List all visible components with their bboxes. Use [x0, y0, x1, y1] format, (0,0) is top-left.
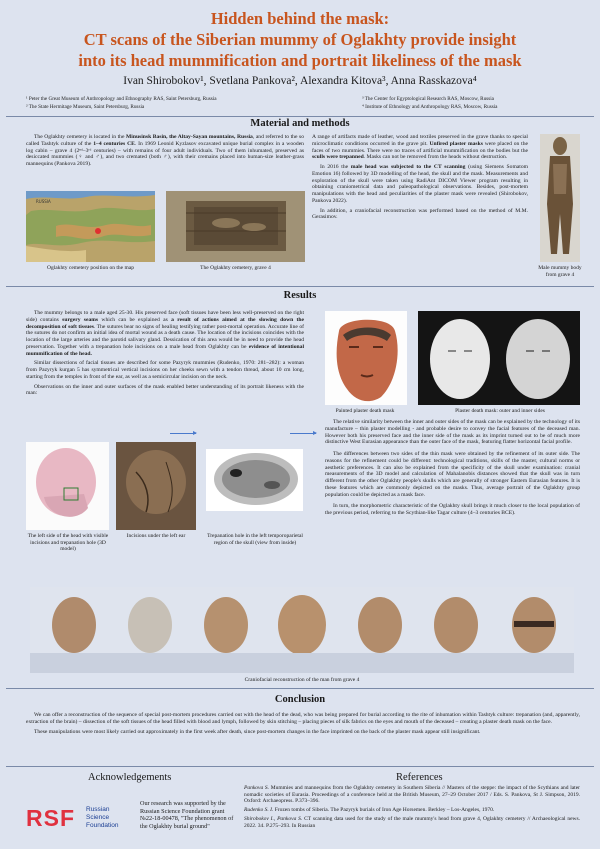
arrow	[170, 433, 196, 434]
affiliation-4: ⁴ Institute of Ethnology and Anthropology RAS, Moscow, Russia	[362, 104, 498, 110]
rsf-logo	[26, 804, 138, 832]
incision-photo	[116, 442, 196, 530]
heading-conclusion: Conclusion	[274, 694, 326, 705]
affiliation-1: ¹ Peter the Great Museum of Anthropology and Ethnography RAS, Saint Petersburg, Russia	[26, 96, 217, 102]
heading-results: Results	[283, 290, 317, 301]
rsf-logo-text-3: Foundation	[86, 822, 119, 829]
caption-mask-sides: Plaster death mask: outer and inner sides	[455, 408, 545, 414]
heading-references: References	[396, 772, 443, 783]
results-left-text: The mummy belongs to a male aged 25-30. His preserved face (soft tissues have been less well-preserved on the right side) contains surgery seams which can be explained as a result of actions aimed at the slowing down the decomposition of soft tissues. The sutures bear no signs of healing testifying rather post-mortal operation. Accurate line of the sutures do not confirm an initial idea of mortal wound as a death cause. The location of the incisions coincides with the location of the large arteries and the parotid salivary gland. Dessication of this area would be in need to provide the head preservation. Together with a trepanation hole incisions on a male head from Oglakhty can be evidence of intentional mummification of the head. Similar dissections of facial tissues are described for some Pazyryk mummies (Rudenko, 1970: 281–282): a woman from Pazyryk kurgan 5 has symmetrical vertical incisions on her cheeks sewn with a tendon thread, about 10 cm long, starting from the temples in front of the ear, as well as a semicircular incision on the neck. Observations on the inner and outer surfaces of the mask enabled better understanding of its portrait likeness with the man:	[26, 310, 305, 397]
caption-head: The left side of the head with visible incisions and trepanation hole (3D model)	[27, 533, 109, 553]
svg-text:RUSSIA: RUSSIA	[36, 199, 51, 204]
caption-painted-mask: Painted plaster death mask	[335, 408, 395, 414]
affiliation-3: ³ The Center for Egyptological Research RAS, Moscow, Russia	[362, 96, 494, 102]
heading-acknowledgements: Acknowledgements	[88, 772, 172, 783]
rsf-logo-text-1: Russian	[86, 806, 110, 813]
mummy-photo	[540, 134, 580, 262]
skull-3d-image	[26, 442, 109, 530]
materials-right-text: A range of artifacts made of leather, wood and textiles preserved in the grave thanks to special microclimatic conditions occurred in the grave pit. Unfired plaster masks were placed on the faces of two mummies. There were no traces of artificial mummification on the bodies but the sculls were trepanned. Masks can not be removed from the heads without destruction. In 2016 the male head was subjected to the CT scanning (using Siemens Somatom Emotion 16) followed by 3D modelling of the head, the skull and the mask. Measurements and exploration of the skull were taken using RadiAnt DICOM Viewer program resulting in obtaining craniometrical data and paleopathological observations. Besides, post-mortem manipulations with the head and peculiarities of the plaster mask were revealed (Shirobokov, Pankova 2022). In addition, a craniofacial reconstruction was performed based on the method of M.M. Gerasimov.	[312, 134, 528, 221]
divider	[6, 286, 594, 287]
divider	[6, 116, 594, 117]
rsf-logo-text-2: Science	[86, 814, 110, 821]
painted-mask-photo	[325, 311, 407, 405]
reconstruction-image	[30, 587, 574, 673]
caption-incisions: Incisions under the left ear	[126, 533, 186, 539]
grave-photo	[166, 191, 305, 262]
references-list: Pankova S. Mummies and mannequins from the Oglakhty cemetery in Southern Siberia // Masters of the steppe: the impact of the Scythians and later nomadic societies of Eurasia. Proceedings of a conference held at the British Museum, 27–29 October 2017 / Eds. S. Pankova, St J. Simpson, 2019. Oxford: Archaeopress. P.373–396. Rudenko S. I. Frozen tombs of Siberia. The Pazyryk burials of Iron Age Horsemen. Berkley – Los-Angeles, 1970. Shirobokov I., Pankova S. CT scanning data used for the study of the male mummy's head from grave 4, Oglakhty cemetery // Archaeological news. 2022. 34. P.275–293. In Russian	[244, 785, 580, 829]
acknowledgements-text: Our research was supported by the Russian Science Foundation grant №22-18-00478, "The phenomenon of the Oglakhty burial ground"	[140, 800, 234, 830]
materials-left-text: The Oglakhty cemetery is located in the Minusinsk Basin, the Altay-Sayan mountains, Russia, and referred to the so called Tashtyk culture of the 1–4 centuries CE. In 1969 Leonid Kyzlasov excavated unique burial complex in a wooden log cabin – grave 4 (2ⁿᵈ–3ʳᵈ centuries) – with remains of four adult individuals. Two of them inhumated, preserved as desiccated mummies (♀ and ♂), and two cremated (both ♂), with their cremains placed into human-size leather-grass mannequins (Pankova 2019).	[26, 134, 304, 167]
divider	[6, 688, 594, 689]
caption-map: Oglakhty cemetery position on the map	[47, 265, 134, 271]
conclusion-text: We can offer a reconstruction of the sequence of special post-mortem procedures carried out with the head of the dead, who was being prepared for burial according to the rite of inhumation within Tashtyk culture: trepanation (and, apparently, extraction of the brain) – dissection of the soft tissues of the head filled with blood and lymph, followed by skin stitching – placing pieces of silk fabrics on the eyes and mouth of the deceased – creating a plaster death mask on the face. These manipulations were most likely carried out approximately in the first week after death, since post-mortem changes in the face imprinted on the back of the plaster mask appear still insignificant.	[26, 712, 580, 735]
map-image	[26, 191, 155, 262]
arrow	[290, 433, 316, 434]
divider	[6, 766, 594, 767]
rsf-logo-letters: RSF	[26, 805, 75, 831]
title-line-3: into its head mummification and portrait likeliness of the mask	[78, 51, 522, 70]
title-line-1: Hidden behind the mask:	[210, 9, 390, 28]
caption-mummy: Male mummy body from grave 4	[538, 265, 582, 278]
title-line-2: CT scans of the Siberian mummy of Oglakhty provide insight	[83, 30, 517, 49]
caption-grave: The Oglakhty cemetery, grave 4	[200, 265, 271, 271]
caption-reconstruction: Craniofacial reconstruction of the man from grave 4	[244, 677, 360, 683]
caption-trepanation: Trepanation hole in the left temporoparietal region of the skull (view from inside)	[207, 533, 303, 546]
mask-sides-photo	[418, 311, 580, 405]
affiliation-2: ² The State Hermitage Museum, Saint Petersburg, Russia	[26, 104, 145, 110]
results-right-text: The relative similarity between the inner and outer sides of the mask can be explained by the technology of its manufacture – thin plaster modelling - and probable desire to convey the facial features of the deceased man. However both his preserved face and the inner side of the mask as its imprint turned out to be of much more distinctive West Eurasian appearance than the outer face of the mask, featuring flatter horizontal facial profile. The differences between two sides of the thin mask were obtained by the refinement of its outer side. The reasons for the refinement could be different: technological traditions, skills of the master, cultural norms or aesthetic preferences. It can also be explained from the specificity of the skull under examination: cranial measurements of the 3D model and calculation of Mahalanobis distances showed that the skull was in turn different from the other Oglakhty people's skulls which are generally of stronger Eastern Eurasian features. It is these features which are commonly depicted on the masks. Thus, average portrait of the Oglakhty group population could be depicted as a mask face. In turn, the morphometric characteristic of the Oglakhty skull brings it much closer to the local population of the previous period, referring to the Scythian-like Tagar culture (4–3 centuries BCE).	[325, 419, 580, 516]
heading-materials: Material and methods	[250, 118, 350, 129]
trepanation-image	[206, 449, 303, 511]
authors: Ivan Shirobokov¹, Svetlana Pankova², Alexandra Kitova³, Anna Rasskazova⁴	[123, 75, 477, 87]
